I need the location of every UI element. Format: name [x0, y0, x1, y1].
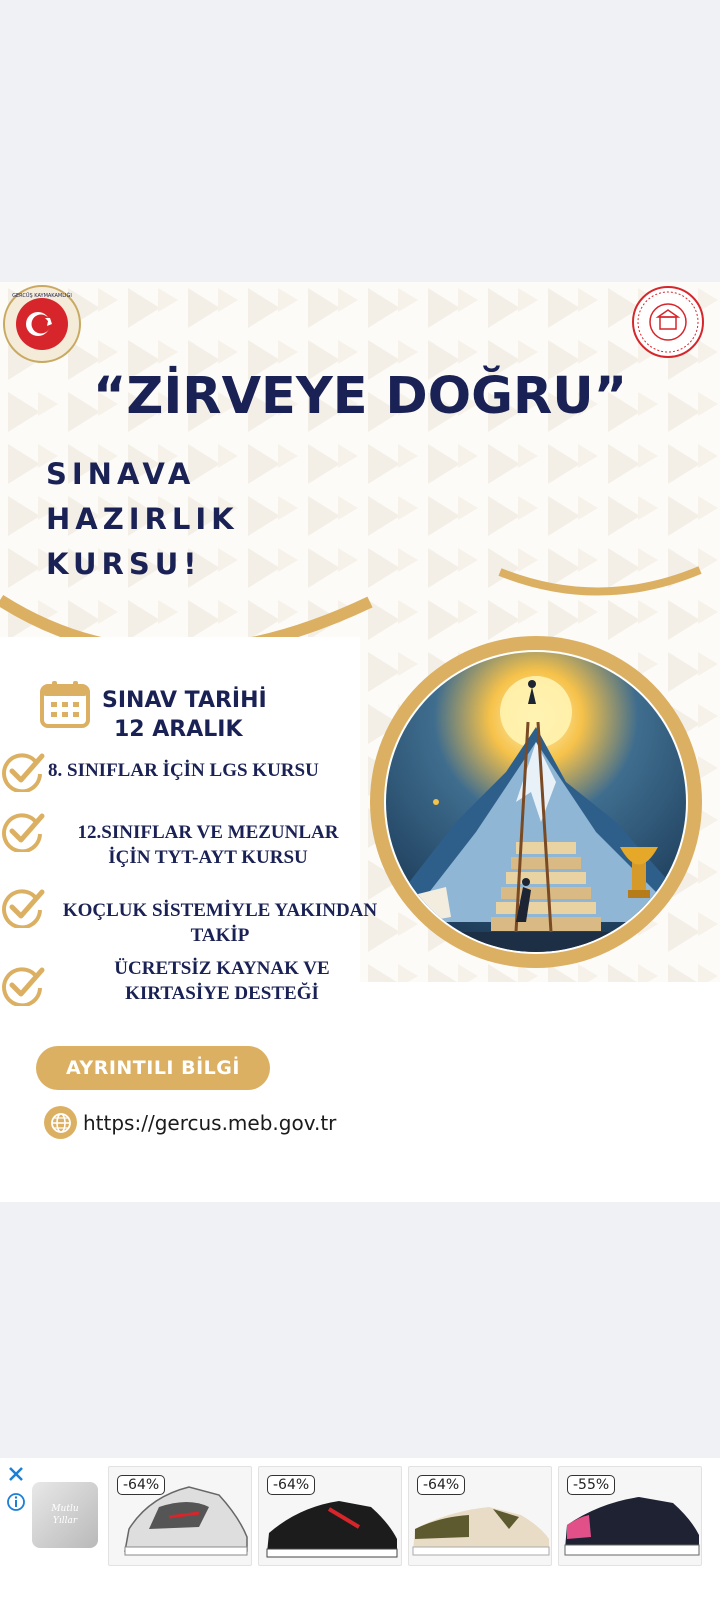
poster	[0, 282, 720, 1202]
discount-badge: -64%	[417, 1475, 465, 1495]
exam-date-value: 12 ARALIK	[114, 717, 243, 742]
discount-badge: -55%	[567, 1475, 615, 1495]
feature-2-text	[48, 820, 368, 870]
subtitle-line-1: SINAVA	[46, 457, 196, 491]
ad-product-card[interactable]	[408, 1466, 552, 1566]
discount-badge: -64%	[267, 1475, 315, 1495]
check-circle-icon	[2, 752, 46, 792]
subtitle	[46, 452, 239, 587]
feature-4-line-2: KIRTASİYE DESTEĞİ	[125, 983, 319, 1004]
subtitle-line-3: KURSU!	[46, 547, 202, 581]
close-icon[interactable]	[6, 1464, 26, 1484]
ad-banner[interactable]	[0, 1458, 720, 1600]
poster-title: “ZİRVEYE DOĞRU”	[92, 367, 628, 426]
feature-1-line-1: 8. SINIFLAR İÇİN LGS KURSU	[48, 760, 319, 781]
feature-2-line-1: 12.SINIFLAR VE MEZUNLAR	[77, 822, 339, 843]
left-seal-label: GERCÜŞ KAYMAKAMLIĞI	[12, 293, 72, 299]
feature-3-text	[40, 898, 400, 948]
website-link[interactable]: https://gercus.meb.gov.tr	[83, 1110, 337, 1135]
ad-product-card[interactable]	[258, 1466, 402, 1566]
discount-badge: -64%	[117, 1475, 165, 1495]
feature-2-line-2: İÇİN TYT-AYT KURSU	[108, 847, 308, 868]
check-circle-icon	[2, 812, 46, 852]
calendar-icon	[40, 680, 90, 728]
advertiser-logo-line-2: Yıllar	[52, 1516, 78, 1526]
ad-product-card[interactable]	[558, 1466, 702, 1566]
check-circle-icon	[2, 966, 46, 1006]
ad-product-card[interactable]	[108, 1466, 252, 1566]
meb-seal-icon	[630, 284, 706, 360]
mountain-ladder-illustration	[366, 632, 706, 972]
website-row[interactable]	[44, 1106, 336, 1139]
feature-4-text	[72, 956, 372, 1006]
subtitle-line-2: HAZIRLIK	[46, 502, 239, 536]
exam-date-block	[40, 680, 267, 742]
kaymakamlik-seal-icon	[2, 284, 82, 364]
advertiser-logo-line-1: Mutlu	[51, 1504, 79, 1514]
feature-4-line-1: ÜCRETSİZ KAYNAK VE	[114, 958, 330, 979]
globe-icon	[44, 1106, 77, 1139]
info-icon[interactable]	[6, 1492, 26, 1512]
advertiser-logo[interactable]	[32, 1482, 98, 1548]
more-info-button[interactable]: AYRINTILI BİLGİ	[36, 1046, 270, 1090]
exam-date-label: SINAV TARİHİ	[102, 688, 267, 713]
feature-3-line-2: TAKİP	[190, 925, 250, 946]
feature-3-line-1: KOÇLUK SİSTEMİYLE YAKINDAN	[62, 900, 378, 921]
